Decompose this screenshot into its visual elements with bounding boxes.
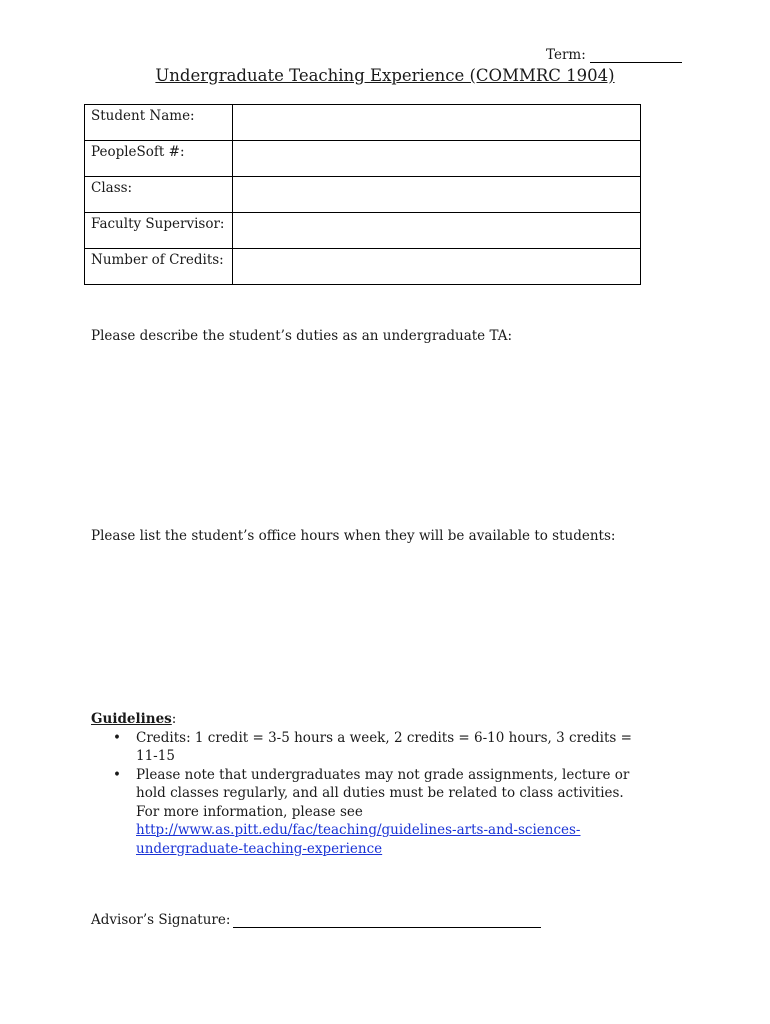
guidelines-link[interactable]: http://www.as.pitt.edu/fac/teaching/guidelines-arts-and-sciences-undergraduate-teaching-experience [136, 822, 581, 857]
duties-answer-area[interactable] [91, 352, 645, 516]
number-of-credits-cell [233, 249, 641, 285]
number-of-credits-label: Number of Credits: [85, 249, 233, 285]
faculty-supervisor-label: Faculty Supervisor: [85, 213, 233, 249]
table-row [85, 213, 641, 249]
faculty-supervisor-field[interactable] [239, 216, 634, 244]
credits-guideline-text: Credits: 1 credit = 3-5 hours a week, 2 credits = 6-10 hours, 3 credits = 11-15 [136, 729, 632, 764]
number-of-credits-field[interactable] [239, 252, 634, 280]
peoplesoft-label: PeopleSoft #: [85, 141, 233, 177]
peoplesoft-field[interactable] [239, 144, 634, 172]
office-hours-answer-area[interactable] [91, 552, 645, 706]
table-row [85, 105, 641, 141]
guidelines-section [91, 710, 651, 858]
guidelines-heading-line [91, 710, 651, 729]
advisor-signature-label: Advisor’s Signature: [91, 912, 231, 928]
table-row [85, 177, 641, 213]
office-hours-question: Please list the student’s office hours when they will be available to students: [91, 528, 616, 544]
term-field [546, 47, 682, 63]
table-row [85, 141, 641, 177]
class-field[interactable] [239, 180, 634, 208]
peoplesoft-cell [233, 141, 641, 177]
guidelines-heading: Guidelines [91, 711, 172, 727]
bullet-icon: • [113, 729, 121, 746]
guidelines-list [91, 729, 651, 859]
table-row [85, 249, 641, 285]
list-item [113, 729, 651, 766]
advisor-signature [91, 912, 541, 928]
duties-question: Please describe the student’s duties as an undergraduate TA: [91, 328, 513, 344]
faculty-supervisor-cell [233, 213, 641, 249]
term-blank-line[interactable] [590, 48, 682, 63]
term-label: Term: [546, 47, 586, 63]
student-info-table [84, 104, 641, 285]
class-cell [233, 177, 641, 213]
guidelines-colon: : [171, 711, 177, 727]
list-item [113, 766, 651, 859]
student-name-field[interactable] [239, 108, 634, 136]
signature-blank-line[interactable] [233, 913, 541, 928]
student-name-label: Student Name: [85, 105, 233, 141]
bullet-icon: • [113, 766, 121, 783]
grading-guideline-text: Please note that undergraduates may not grade assignments, lecture or hold classes regularly, and all duties must be related to class activities. For more information, please see [136, 766, 630, 820]
class-label: Class: [85, 177, 233, 213]
student-name-cell [233, 105, 641, 141]
page-title: Undergraduate Teaching Experience (COMMRC 1904) [155, 66, 615, 85]
